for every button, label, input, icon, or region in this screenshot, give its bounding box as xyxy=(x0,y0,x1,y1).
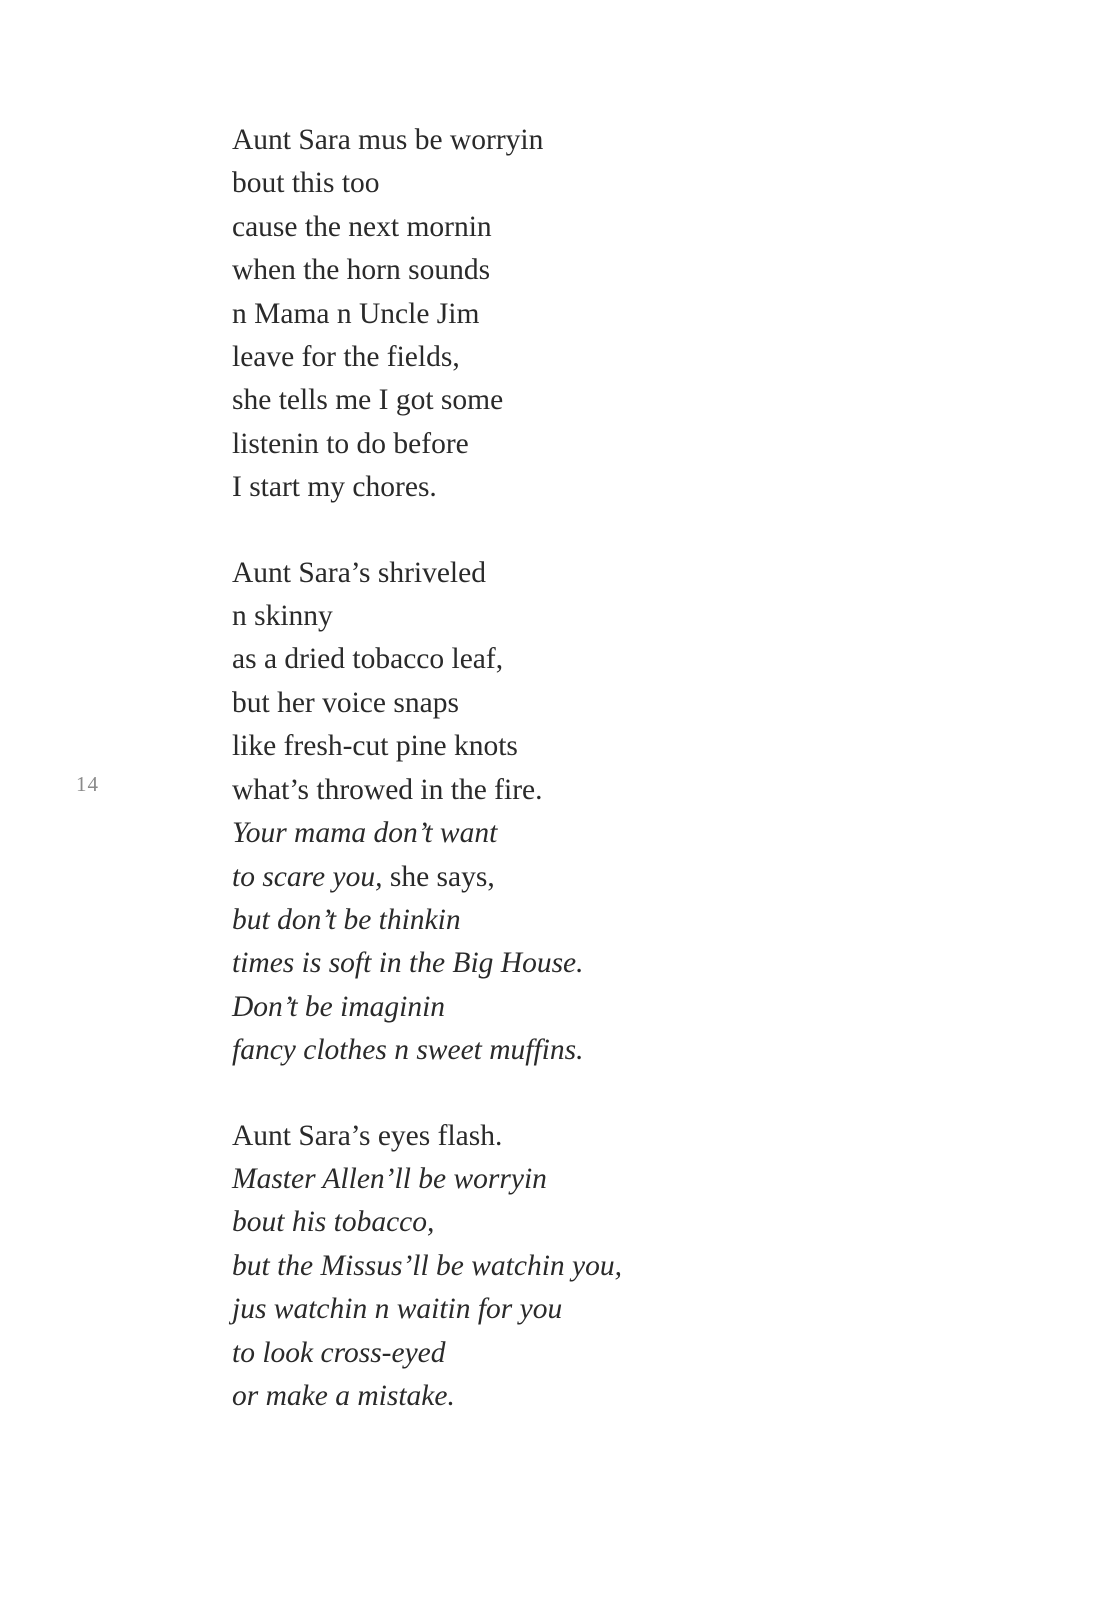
roman-text: what’s throwed in the fire. xyxy=(232,773,543,806)
roman-text: as a dried tobacco leaf, xyxy=(232,643,504,676)
poem-line xyxy=(232,1158,622,1201)
italic-text: Master Allen’ll be worryin xyxy=(232,1162,547,1195)
roman-text: I start my chores. xyxy=(232,471,437,504)
roman-text: leave for the fields, xyxy=(232,341,460,374)
italic-text: Your mama don’t want xyxy=(232,817,498,850)
poem-line xyxy=(232,466,622,509)
poem-line xyxy=(232,1375,622,1418)
italic-text: jus watchin n waitin for you xyxy=(232,1293,563,1326)
italic-text: or make a mistake. xyxy=(232,1379,455,1412)
roman-text: bout this too xyxy=(232,167,380,200)
poem-line xyxy=(232,682,622,725)
poem-line xyxy=(232,1115,622,1158)
stanza-1 xyxy=(232,119,622,510)
roman-text: she tells me I got some xyxy=(232,384,504,417)
poem-line xyxy=(232,986,622,1029)
stanza-3 xyxy=(232,1115,622,1419)
roman-text: n Mama n Uncle Jim xyxy=(232,297,480,330)
poem-body xyxy=(232,119,622,1418)
poem-line xyxy=(232,595,622,638)
roman-text: n skinny xyxy=(232,600,333,633)
poem-line xyxy=(232,1201,622,1244)
poem-line xyxy=(232,856,622,899)
poem-line xyxy=(232,1029,622,1072)
poem-line xyxy=(232,206,622,249)
poem-line xyxy=(232,769,622,812)
italic-text: Don’t be imaginin xyxy=(232,990,446,1023)
poem-line xyxy=(232,1245,622,1288)
roman-text: Aunt Sara’s eyes flash. xyxy=(232,1119,503,1152)
roman-text: listenin to do before xyxy=(232,427,469,460)
roman-text: Aunt Sara’s shriveled xyxy=(232,556,486,589)
poem-line xyxy=(232,1288,622,1331)
poem-line xyxy=(232,725,622,768)
roman-text: Aunt Sara mus be worryin xyxy=(232,124,544,156)
poem-line xyxy=(232,1332,622,1375)
poem-line xyxy=(232,942,622,985)
poem-line xyxy=(232,336,622,379)
roman-text: but her voice snaps xyxy=(232,686,459,719)
poem-line xyxy=(232,162,622,205)
poem-line xyxy=(232,899,622,942)
italic-text: but the Missus’ll be watchin you, xyxy=(232,1249,623,1282)
italic-text: to scare you, xyxy=(232,860,383,893)
roman-text: when the horn sounds xyxy=(232,254,491,287)
italic-text: but don’t be thinkin xyxy=(232,903,461,936)
italic-text: bout his tobacco, xyxy=(232,1206,435,1239)
roman-text: she says, xyxy=(382,860,495,893)
poem-line xyxy=(232,638,622,681)
roman-text: cause the next mornin xyxy=(232,210,492,243)
stanza-2 xyxy=(232,552,622,1073)
page-number: 14 xyxy=(76,772,99,796)
italic-text: to look cross-eyed xyxy=(232,1336,446,1369)
poem-line xyxy=(232,552,622,595)
poem-line xyxy=(232,812,622,855)
poem-line xyxy=(232,249,622,292)
poem-line xyxy=(232,119,622,162)
roman-text: like fresh-cut pine knots xyxy=(232,730,518,763)
italic-text: times is soft in the Big House. xyxy=(232,947,584,980)
poem-line xyxy=(232,423,622,466)
italic-text: fancy clothes n sweet muffins. xyxy=(232,1034,584,1067)
poem-line xyxy=(232,293,622,336)
poem-line xyxy=(232,379,622,422)
